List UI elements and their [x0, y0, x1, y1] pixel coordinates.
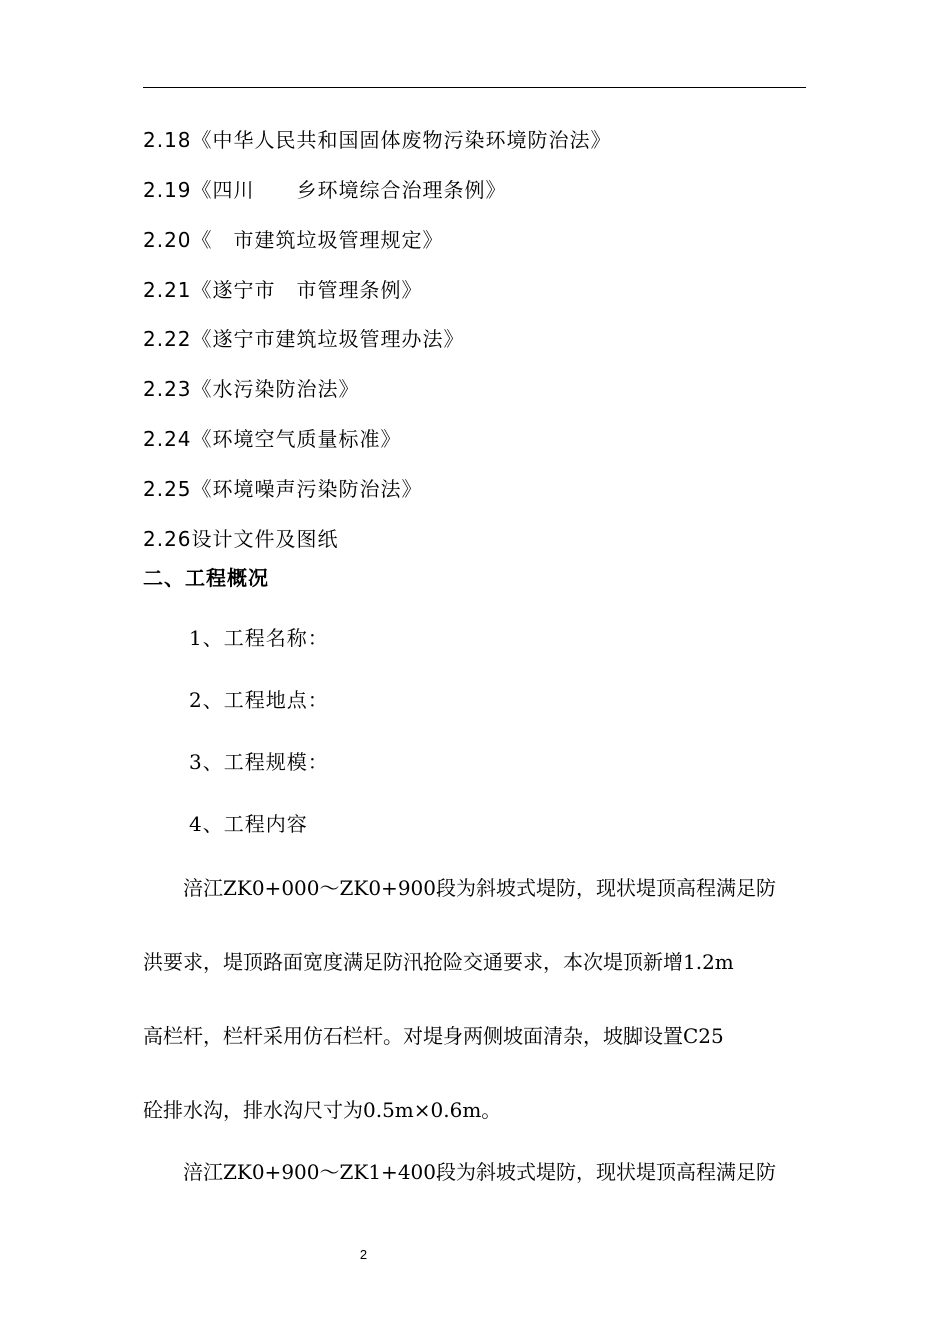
reference-item: 2.20《 市建筑垃圾管理规定》	[143, 228, 444, 252]
project-item: 3、工程规模：	[189, 750, 329, 774]
reference-item: 2.19《四川 乡环境综合治理条例》	[143, 178, 507, 202]
page-number: 2	[359, 1247, 368, 1262]
project-item: 4、工程内容	[189, 812, 308, 836]
paragraph-line: 洪要求，堤顶路面宽度满足防汛抢险交通要求，本次堤顶新增1.2m	[143, 950, 734, 974]
reference-item: 2.21《遂宁市 市管理条例》	[143, 278, 423, 302]
paragraph-line: 高栏杆，栏杆采用仿石栏杆。对堤身两侧坡面清杂，坡脚设置C25	[143, 1024, 724, 1048]
reference-item: 2.26设计文件及图纸	[143, 527, 339, 551]
paragraph-line: 涪江ZK0+000～ZK0+900段为斜坡式堤防，现状堤顶高程满足防	[143, 876, 776, 900]
project-item: 1、工程名称：	[189, 626, 329, 650]
project-item: 2、工程地点：	[189, 688, 329, 712]
paragraph-line: 涪江ZK0+900～ZK1+400段为斜坡式堤防，现状堤顶高程满足防	[143, 1160, 776, 1184]
reference-item: 2.25《环境噪声污染防治法》	[143, 477, 423, 501]
reference-item: 2.18《中华人民共和国固体废物污染环境防治法》	[143, 128, 612, 152]
header-rule	[143, 87, 806, 88]
section-heading: 二、工程概况	[143, 566, 269, 590]
reference-item: 2.23《水污染防治法》	[143, 377, 360, 401]
reference-item: 2.22《遂宁市建筑垃圾管理办法》	[143, 327, 465, 351]
paragraph-line: 砼排水沟，排水沟尺寸为0.5m×0.6m。	[143, 1098, 502, 1122]
reference-item: 2.24《环境空气质量标准》	[143, 427, 402, 451]
